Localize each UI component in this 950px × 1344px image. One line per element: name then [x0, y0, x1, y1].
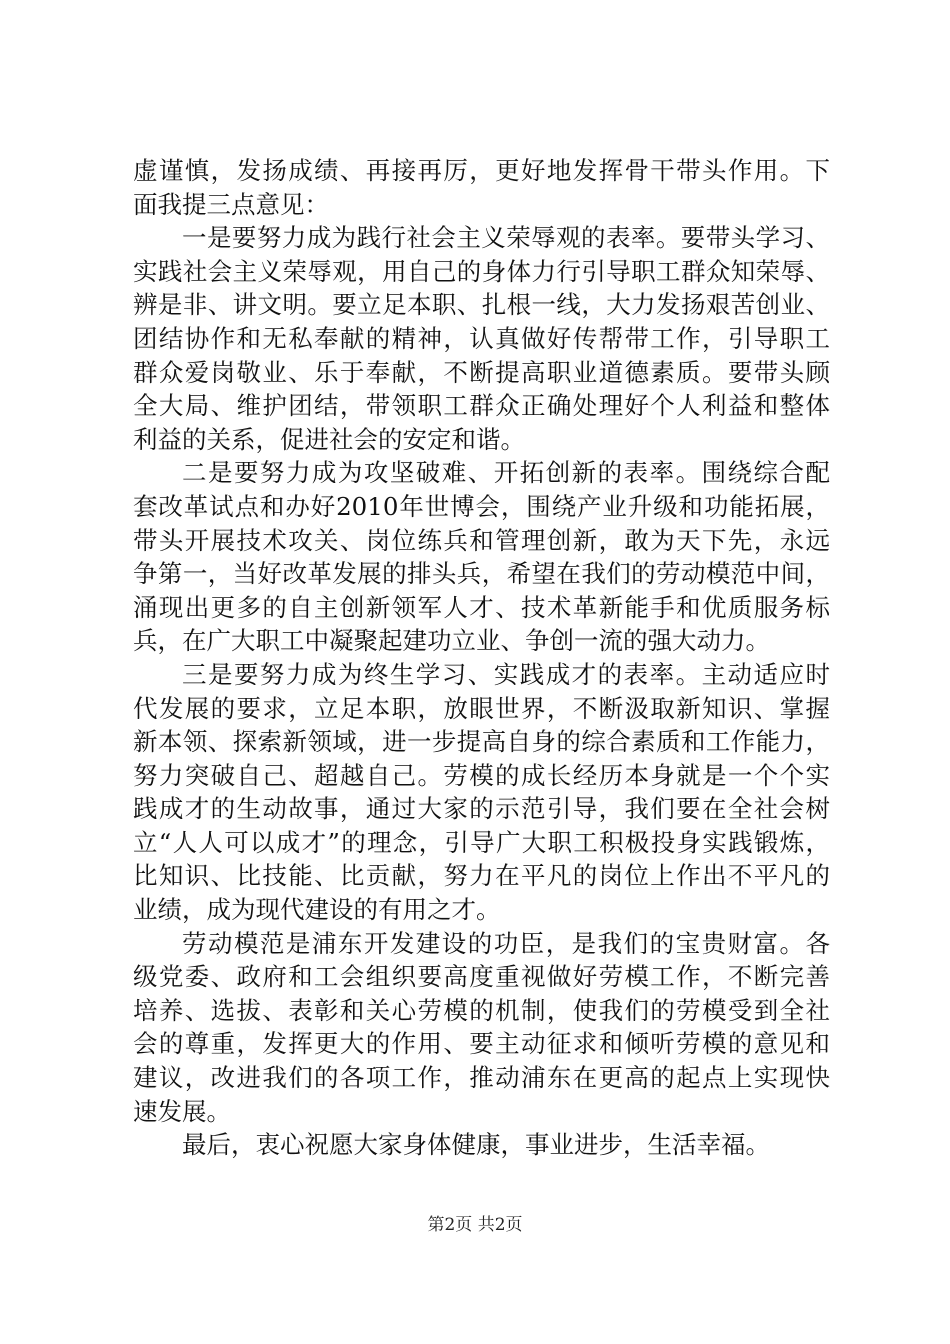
text-line: 代发展的要求，立足本职，放眼世界，不断汲取新知识、掌握	[133, 693, 830, 723]
text-line: 培养、选拔、表彰和关心劳模的机制，使我们的劳模受到全社	[133, 995, 830, 1025]
text-line: 兵，在广大职工中凝聚起建功立业、争创一流的强大动力。	[133, 626, 770, 656]
text-line: 实践社会主义荣辱观，用自己的身体力行引导职工群众知荣辱、	[133, 256, 830, 286]
text-line: 争第一，当好改革发展的排头兵，希望在我们的劳动模范中间，	[133, 559, 830, 589]
text-line: 新本领、探索新领域，进一步提高自身的综合素质和工作能力，	[133, 727, 830, 757]
text-line: 涌现出更多的自主创新领军人才、技术革新能手和优质服务标	[133, 592, 830, 622]
text-line: 二是要努力成为攻坚破难、开拓创新的表率。围绕综合配	[182, 458, 830, 488]
text-line: 套改革试点和办好2010年世博会，围绕产业升级和功能拓展，	[133, 491, 830, 521]
text-line: 建议，改进我们的各项工作，推动浦东在更高的起点上实现快	[133, 1063, 830, 1093]
text-line: 速发展。	[133, 1096, 231, 1126]
paragraph-model-workers	[133, 927, 830, 1129]
page-number-footer: 第2页 共2页	[427, 1215, 523, 1235]
text-line: 比知识、比技能、比贡献，努力在平凡的岗位上作出不平凡的	[133, 861, 830, 891]
text-line: 会的尊重，发挥更大的作用、要主动征求和倾听劳模的意见和	[133, 1029, 830, 1059]
text-line: 带头开展技术攻关、岗位练兵和管理创新，敢为天下先，永远	[133, 525, 830, 555]
text-line: 级党委、政府和工会组织要高度重视做好劳模工作，不断完善	[133, 962, 830, 992]
text-line: 劳动模范是浦东开发建设的功臣，是我们的宝贵财富。各	[182, 928, 830, 958]
document-body	[133, 154, 830, 1162]
text-line: 践成才的生动故事，通过大家的示范引导，我们要在全社会树	[133, 794, 830, 824]
paragraph-point-two	[133, 456, 830, 658]
text-line: 努力突破自己、超越自己。劳模的成长经历本身就是一个个实	[133, 760, 830, 790]
text-line: 一是要努力成为践行社会主义荣辱观的表率。要带头学习、	[182, 223, 830, 253]
text-line: 虚谨慎，发扬成绩、再接再厉，更好地发挥骨干带头作用。下	[133, 156, 830, 185]
text-line: 三是要努力成为终生学习、实践成才的表率。主动适应时	[182, 659, 830, 689]
paragraph-closing	[133, 1128, 830, 1162]
text-line: 辨是非、讲文明。要立足本职、扎根一线，大力发扬艰苦创业、	[133, 290, 830, 320]
text-line: 最后，衷心祝愿大家身体健康，事业进步，生活幸福。	[182, 1130, 770, 1160]
paragraph-continuation	[133, 154, 830, 221]
text-line: 利益的关系，促进社会的安定和谐。	[133, 424, 525, 454]
paragraph-point-three	[133, 658, 830, 927]
text-line: 面我提三点意见：	[133, 189, 329, 219]
paragraph-point-one	[133, 221, 830, 456]
text-line: 全大局、维护团结，带领职工群众正确处理好个人利益和整体	[133, 391, 830, 421]
text-line: 业绩，成为现代建设的有用之才。	[133, 895, 501, 925]
text-line: 群众爱岗敬业、乐于奉献，不断提高职业道德素质。要带头顾	[133, 357, 830, 387]
text-line: 立“人人可以成才”的理念，引导广大职工积极投身实践锻炼，	[133, 827, 830, 857]
text-line: 团结协作和无私奉献的精神，认真做好传帮带工作，引导职工	[133, 323, 830, 353]
